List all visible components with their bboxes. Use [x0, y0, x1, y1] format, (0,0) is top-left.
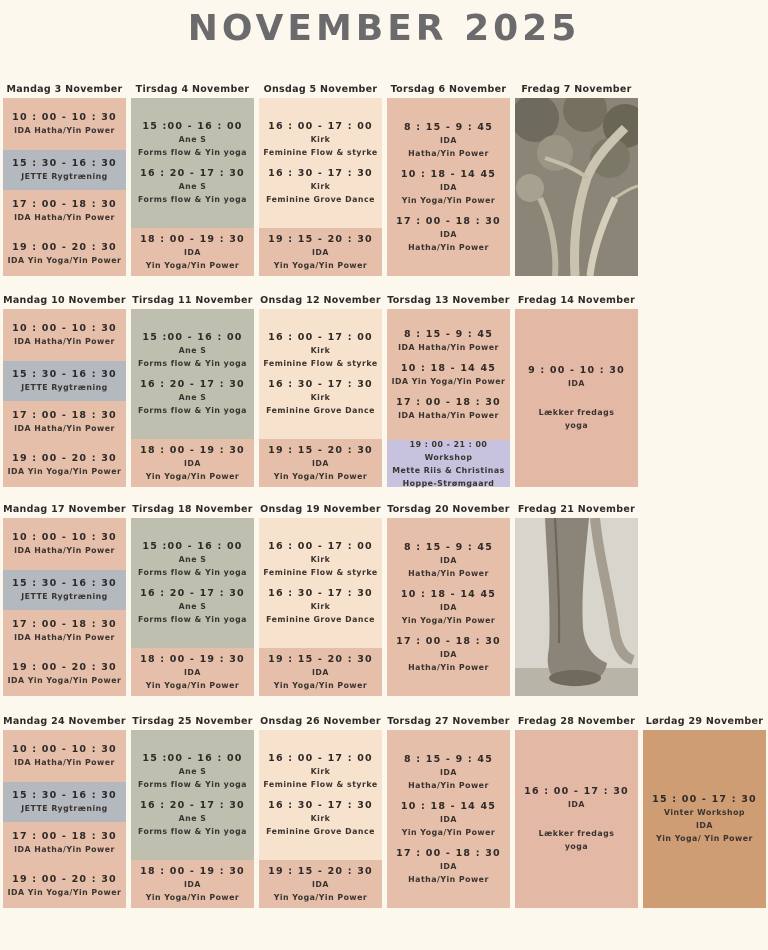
class-info: Lækker fredags [538, 408, 615, 417]
class-time: 17 : 00 - 18 : 30 [396, 215, 501, 227]
class-info: Feminine Grove Dance [266, 615, 375, 624]
class-time: 16 : 30 - 17 : 30 [268, 800, 373, 811]
class-time: 10 : 18 - 14 45 [400, 800, 497, 812]
class-slot[interactable] [131, 860, 254, 908]
class-teacher: IDA [440, 135, 457, 145]
class-teacher: IDA [568, 379, 585, 388]
class-info: IDA Hatha/Yin Power [14, 845, 115, 854]
class-slot[interactable] [131, 730, 254, 860]
class-slot[interactable] [131, 439, 254, 487]
day-header: Onsdag 26 November [260, 716, 381, 727]
class-info: IDA Yin Yoga/Yin Power [7, 256, 122, 265]
class-slot[interactable] [259, 228, 382, 276]
class-teacher: IDA [696, 821, 713, 830]
class-info: IDA Yin Yoga/Yin Power [7, 467, 122, 476]
day-header: Torsdag 20 November [387, 504, 510, 515]
class-info: Forms flow & Yin yoga [138, 359, 247, 368]
class-teacher: Ane S [178, 346, 207, 355]
class-info: IDA Hatha/Yin Power [398, 342, 499, 352]
class-info: IDA Yin Yoga/Yin Power [391, 376, 506, 386]
class-slot[interactable] [3, 652, 126, 696]
class-time: 17 : 00 - 18 : 30 [12, 619, 117, 630]
class-slot[interactable] [259, 730, 382, 860]
class-slot[interactable] [3, 864, 126, 908]
class-teacher: IDA [184, 247, 201, 257]
class-teacher: IDA [440, 182, 457, 192]
class-info: Forms flow & Yin yoga [138, 615, 247, 624]
class-teacher: IDA [312, 879, 329, 889]
class-time: 18 : 00 - 19 : 30 [140, 865, 245, 877]
class-teacher: Kirk [310, 555, 331, 564]
page-title: NOVEMBER 2025 [187, 8, 581, 49]
class-info: Hatha/Yin Power [408, 662, 489, 672]
class-time: 16 : 00 - 17 : 30 [524, 786, 629, 797]
class-teacher: IDA [440, 602, 457, 612]
class-info: Forms flow & Yin yoga [138, 148, 247, 157]
class-info: Yin Yoga/Yin Power [273, 471, 368, 481]
class-info: JETTE Rygtræning [21, 383, 108, 392]
class-slot[interactable] [3, 822, 126, 864]
class-teacher: IDA [184, 458, 201, 468]
day-header: Mandag 17 November [3, 504, 126, 515]
class-time: 16 : 00 - 17 : 00 [268, 121, 373, 132]
class-time: 16 : 00 - 17 : 00 [268, 753, 373, 764]
class-info: IDA Hatha/Yin Power [14, 337, 115, 346]
day-header: Onsdag 5 November [263, 84, 378, 95]
class-info: Yin Yoga/Yin Power [273, 260, 368, 270]
class-info: Yin Yoga/Yin Power [401, 195, 496, 205]
class-info: Yin Yoga/Yin Power [145, 471, 240, 481]
class-time: 16 : 00 - 17 : 00 [268, 541, 373, 552]
class-teacher: Kirk [310, 767, 331, 776]
class-info: Yin Yoga/Yin Power [273, 680, 368, 690]
class-slot[interactable] [515, 309, 638, 487]
class-teacher: Kirk [310, 346, 331, 355]
class-slot[interactable] [3, 782, 126, 822]
class-info: Feminine Flow & styrke [263, 359, 378, 368]
class-time: 16 : 30 - 17 : 30 [268, 168, 373, 179]
class-time: 16 : 20 - 17 : 30 [140, 168, 245, 179]
class-slot[interactable] [387, 309, 510, 440]
class-info: Yin Yoga/ Yin Power [656, 834, 753, 843]
class-teacher: IDA [440, 767, 457, 777]
class-teacher: Kirk [310, 814, 331, 823]
class-info: Feminine Flow & styrke [263, 780, 378, 789]
class-info: Mette Riis & Christinas [392, 465, 505, 475]
class-info: Hatha/Yin Power [408, 780, 489, 790]
class-slot[interactable] [3, 309, 126, 361]
class-slot[interactable] [259, 648, 382, 696]
class-teacher: Ane S [178, 555, 207, 564]
class-info: IDA Hatha/Yin Power [14, 633, 115, 642]
day-header: Fredag 7 November [521, 84, 632, 95]
class-time: 17 : 00 - 18 : 30 [396, 847, 501, 859]
class-time: 17 : 00 - 18 : 30 [12, 831, 117, 842]
class-slot[interactable] [3, 570, 126, 610]
class-time: 10 : 00 - 10 : 30 [12, 744, 117, 755]
class-info: Forms flow & Yin yoga [138, 568, 247, 577]
class-time: 19 : 00 - 20 : 30 [12, 874, 117, 885]
class-time: 15 : 30 - 16 : 30 [12, 790, 117, 801]
class-teacher: IDA [184, 667, 201, 677]
class-slot[interactable] [387, 518, 510, 696]
class-slot[interactable] [259, 309, 382, 439]
class-time: 19 : 15 - 20 : 30 [268, 865, 373, 877]
class-slot[interactable] [643, 730, 766, 908]
class-info: IDA Hatha/Yin Power [14, 758, 115, 767]
class-teacher: Ane S [178, 814, 207, 823]
class-info: Feminine Grove Dance [266, 827, 375, 836]
class-slot[interactable] [3, 401, 126, 443]
tree-photo [515, 98, 638, 276]
class-info: Hatha/Yin Power [408, 568, 489, 578]
day-header: Torsdag 27 November [387, 716, 510, 727]
class-info: Forms flow & Yin yoga [138, 827, 247, 836]
class-teacher: IDA [312, 667, 329, 677]
class-slot[interactable] [131, 518, 254, 648]
class-info: Feminine Flow & styrke [263, 568, 378, 577]
class-time: 19 : 15 - 20 : 30 [268, 653, 373, 665]
day-header: Tirsdag 25 November [132, 716, 253, 727]
class-teacher: Kirk [310, 135, 331, 144]
class-info: Feminine Grove Dance [266, 406, 375, 415]
class-info: Forms flow & Yin yoga [138, 406, 247, 415]
class-time: 19 : 00 - 20 : 30 [12, 662, 117, 673]
class-info: Yin Yoga/Yin Power [273, 892, 368, 902]
class-slot[interactable] [3, 610, 126, 652]
class-time: 16 : 20 - 17 : 30 [140, 588, 245, 599]
class-slot[interactable] [387, 730, 510, 908]
class-time: 15 :00 - 16 : 00 [142, 332, 243, 343]
class-info: IDA Hatha/Yin Power [14, 213, 115, 222]
class-time: 16 : 20 - 17 : 30 [140, 800, 245, 811]
class-teacher: IDA [440, 814, 457, 824]
class-slot[interactable] [259, 98, 382, 228]
class-info: JETTE Rygtræning [21, 172, 108, 181]
class-teacher: Ane S [178, 767, 207, 776]
class-slot[interactable] [259, 439, 382, 487]
day-header: Tirsdag 18 November [132, 504, 253, 515]
class-info: Forms flow & Yin yoga [138, 780, 247, 789]
class-time: 19 : 00 - 20 : 30 [12, 242, 117, 253]
day-header: Tirsdag 11 November [132, 295, 253, 306]
class-info: Feminine Grove Dance [266, 195, 375, 204]
class-info: yoga [564, 842, 589, 851]
day-header: Onsdag 19 November [260, 504, 381, 515]
day-header: Fredag 28 November [517, 716, 636, 727]
class-teacher: Kirk [310, 602, 331, 611]
class-time: 15 : 30 - 16 : 30 [12, 158, 117, 169]
class-time: 15 : 00 - 17 : 30 [652, 794, 757, 805]
class-teacher: Kirk [310, 393, 331, 402]
class-slot[interactable] [259, 860, 382, 908]
class-info: Hoppe-Strømgaard [402, 478, 495, 488]
class-teacher: IDA [440, 555, 457, 565]
class-time: 10 : 00 - 10 : 30 [12, 532, 117, 543]
class-slot[interactable] [387, 98, 510, 276]
class-teacher: Workshop [424, 452, 473, 462]
class-info: Hatha/Yin Power [408, 874, 489, 884]
class-time: 17 : 00 - 18 : 30 [396, 396, 501, 408]
feet-photo [515, 518, 638, 696]
day-header: Torsdag 6 November [390, 84, 507, 95]
class-info: Hatha/Yin Power [408, 148, 489, 158]
class-info: Yin Yoga/Yin Power [401, 827, 496, 837]
class-info: Yin Yoga/Yin Power [401, 615, 496, 625]
class-time: 10 : 18 - 14 45 [400, 362, 497, 374]
class-slot[interactable] [3, 443, 126, 487]
class-time: 15 :00 - 16 : 00 [142, 121, 243, 132]
class-teacher: IDA [440, 649, 457, 659]
class-time: 10 : 00 - 10 : 30 [12, 323, 117, 334]
class-teacher: IDA [568, 800, 585, 809]
class-time: 16 : 00 - 17 : 00 [268, 332, 373, 343]
class-teacher: IDA [184, 879, 201, 889]
day-header: Mandag 24 November [3, 716, 126, 727]
class-teacher: IDA [312, 247, 329, 257]
class-teacher: IDA [440, 229, 457, 239]
class-slot[interactable] [3, 518, 126, 570]
class-teacher: IDA [312, 458, 329, 468]
class-time: 19 : 15 - 20 : 30 [268, 233, 373, 245]
day-header: Torsdag 13 November [387, 295, 510, 306]
class-slot[interactable] [259, 518, 382, 648]
class-time: 15 : 30 - 16 : 30 [12, 578, 117, 589]
class-info: JETTE Rygtræning [21, 592, 108, 601]
class-time: 17 : 00 - 18 : 30 [12, 410, 117, 421]
class-time: 8 : 15 - 9 : 45 [403, 121, 494, 133]
class-info: IDA Hatha/Yin Power [14, 424, 115, 433]
class-info: yoga [564, 421, 589, 430]
day-header: Mandag 10 November [3, 295, 126, 306]
class-time: 15 : 30 - 16 : 30 [12, 369, 117, 380]
class-time: 10 : 18 - 14 45 [400, 588, 497, 600]
class-info: IDA Hatha/Yin Power [14, 546, 115, 555]
class-info: JETTE Rygtræning [21, 804, 108, 813]
class-slot[interactable] [131, 648, 254, 696]
class-info: IDA Yin Yoga/Yin Power [7, 676, 122, 685]
workshop-slot[interactable] [387, 440, 510, 487]
class-slot[interactable] [3, 361, 126, 401]
class-slot[interactable] [3, 730, 126, 782]
day-header: Tirsdag 4 November [135, 84, 250, 95]
class-info: IDA Hatha/Yin Power [14, 126, 115, 135]
day-header: Mandag 3 November [6, 84, 123, 95]
class-time: 18 : 00 - 19 : 30 [140, 653, 245, 665]
class-slot[interactable] [3, 150, 126, 190]
class-info: Hatha/Yin Power [408, 242, 489, 252]
class-time: 10 : 18 - 14 45 [400, 168, 497, 180]
class-teacher: IDA [440, 861, 457, 871]
day-header: Lørdag 29 November [645, 716, 764, 727]
class-time: 19 : 15 - 20 : 30 [268, 444, 373, 456]
class-info: Feminine Flow & styrke [263, 148, 378, 157]
class-info: IDA Hatha/Yin Power [398, 410, 499, 420]
class-time: 8 : 15 - 9 : 45 [403, 753, 494, 765]
class-info: Vinter Workshop [663, 808, 746, 817]
day-header: Fredag 21 November [517, 504, 636, 515]
class-time: 17 : 00 - 18 : 30 [12, 199, 117, 210]
class-info: Forms flow & Yin yoga [138, 195, 247, 204]
class-teacher: Kirk [310, 182, 331, 191]
class-info: IDA Yin Yoga/Yin Power [7, 888, 122, 897]
class-time: 16 : 30 - 17 : 30 [268, 379, 373, 390]
class-slot[interactable] [131, 98, 254, 228]
class-teacher: Ane S [178, 393, 207, 402]
class-time: 17 : 00 - 18 : 30 [396, 635, 501, 647]
class-teacher: Ane S [178, 182, 207, 191]
class-info: Lækker fredags [538, 829, 615, 838]
class-teacher: Ane S [178, 135, 207, 144]
class-time: 19 : 00 - 21 : 00 [409, 439, 488, 449]
class-slot[interactable] [3, 190, 126, 232]
class-time: 16 : 30 - 17 : 30 [268, 588, 373, 599]
class-time: 19 : 00 - 20 : 30 [12, 453, 117, 464]
class-time: 9 : 00 - 10 : 30 [528, 365, 625, 376]
class-slot[interactable] [131, 309, 254, 439]
class-info: Yin Yoga/Yin Power [145, 892, 240, 902]
class-time: 8 : 15 - 9 : 45 [403, 541, 494, 553]
class-teacher: Ane S [178, 602, 207, 611]
day-header: Onsdag 12 November [260, 295, 381, 306]
class-info: Yin Yoga/Yin Power [145, 260, 240, 270]
class-time: 18 : 00 - 19 : 30 [140, 233, 245, 245]
class-time: 8 : 15 - 9 : 45 [403, 328, 494, 340]
class-slot[interactable] [3, 98, 126, 150]
class-slot[interactable] [3, 232, 126, 276]
class-time: 10 : 00 - 10 : 30 [12, 112, 117, 123]
class-info: Yin Yoga/Yin Power [145, 680, 240, 690]
day-header: Fredag 14 November [517, 295, 636, 306]
class-slot[interactable] [131, 228, 254, 276]
class-time: 16 : 20 - 17 : 30 [140, 379, 245, 390]
class-time: 15 :00 - 16 : 00 [142, 541, 243, 552]
class-slot[interactable] [515, 730, 638, 908]
class-time: 15 :00 - 16 : 00 [142, 753, 243, 764]
class-time: 18 : 00 - 19 : 30 [140, 444, 245, 456]
